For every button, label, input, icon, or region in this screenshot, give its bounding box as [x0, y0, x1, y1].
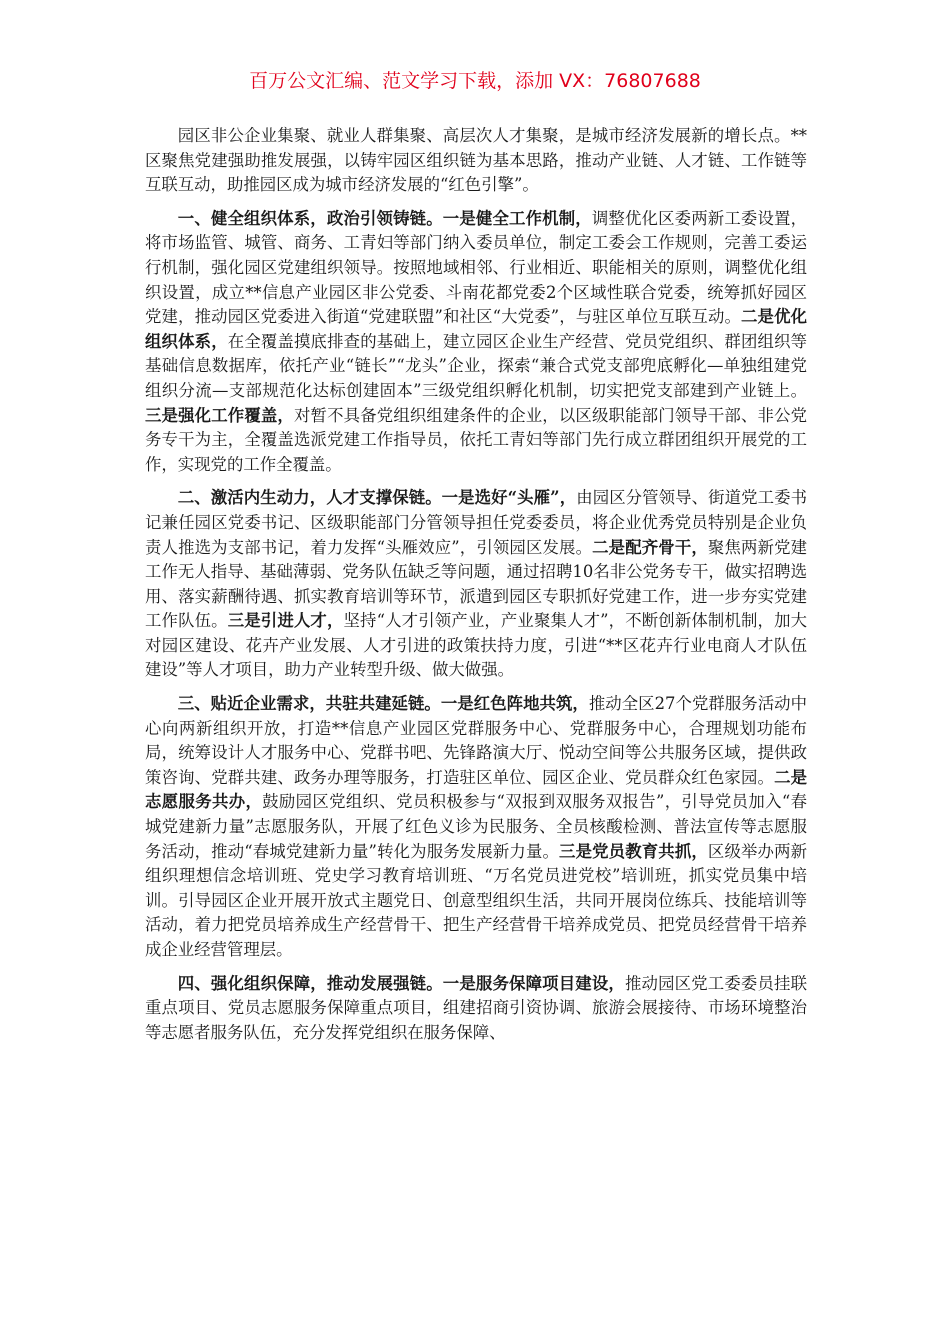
bold-heading-text: 二是志愿服务共办， [145, 767, 808, 812]
paragraph [145, 124, 807, 198]
paragraph-text: 区级举办两新组织理想信念培训班、党史学习教育培训班、“万名党员进党校”培训班，抓实党员集中培训。引导园区企业开展开放式主题党日、创意型组织生活，共同开展岗位练兵、技能培训等活动，着力把党员培养成生产经营骨干、把生产经营骨干培养成党员、把党员经营骨干培养成企业经营管理层。 [145, 841, 808, 959]
paragraph [145, 486, 807, 683]
document-body [145, 124, 807, 1054]
paragraph-text: 推动园区党工委委员挂联重点项目、党员志愿服务保障重点项目，组建招商引资协调、旅游会展接待、市场环境整治等志愿者服务队伍，充分发挥党组织在服务保障、 [145, 973, 807, 1042]
paragraph [145, 692, 807, 963]
paragraph-text: 鼓励园区党组织、党员积极参与“双报到双服务双报告”，引导党员加入“春城党建新力量”志愿服务队，开展了红色义诊为民服务、全员核酸检测、普法宣传等志愿服务活动，推动“春城党建新力量”转化为服务发展新力量。 [145, 792, 807, 861]
paragraph-text: 对暂不具备党组织组建条件的企业，以区级职能部门领导干部、非公党务专干为主，全覆盖选派党建工作指导员，依托工青妇等部门先行成立群团组织开展党的工作，实现党的工作全覆盖。 [145, 405, 808, 474]
bold-heading-text: 三是党员教育共抓， [559, 841, 708, 861]
paragraph-text: 园区非公企业集聚、就业人群集聚、高层次人才集聚，是城市经济发展新的增长点。**区聚焦党建强助推发展强，以铸牢园区组织链为基本思路，推动产业链、人才链、工作链等互联互动，助推园区成为城市经济发展的“红色引擎”。 [145, 126, 807, 195]
bold-heading-text: 二是优化组织体系， [145, 307, 808, 351]
bold-heading-text: 三是引进人才， [227, 611, 344, 631]
paragraph-text: 推动全区27个党群服务活动中心向两新组织开放，打造**信息产业园区党群服务中心、党群服务中心，合理规划功能布局，统筹设计人才服务中心、党群书吧、先锋路演大厅、悦动空间等公共服务区域，提供政策咨询、党群共建、政务办理等服务，打造驻区单位、园区企业、党员群众红色家园。 [145, 694, 808, 787]
paragraph-text: 聚焦两新党建工作无人指导、基础薄弱、党务队伍缺乏等问题，通过招聘10名非公党务专干，做实招聘选用、落实薪酬待遇、抓实教育培训等环节，派遣到园区专职抓好党建工作，进一步夯实党建工作队伍。 [145, 537, 808, 631]
paragraph-text: 调整优化区委两新工委设置，将市场监管、城管、商务、工青妇等部门纳入委员单位，制定工委会工作规则，完善工委运行机制，强化园区党建组织领导。按照地域相邻、行业相近、职能相关的原则，调整优化组织设置，成立**信息产业园区非公党委、斗南花都党委2个区域性联合党委，统筹抓好园区党建，推动园区党委进入街道“党建联盟”和社区“大党委”，与驻区单位互联互动。 [145, 208, 807, 327]
bold-heading-text: 二、激活内生动力，人才支撑保链。一是选好“头雁”， [177, 488, 577, 508]
bold-heading-text: 二是配齐骨干， [592, 537, 708, 557]
paragraph-text: 在全覆盖摸底排查的基础上，建立园区企业生产经营、党员党组织、群团组织等基础信息数据库，依托产业“链长”“龙头”企业，探索“兼合式党支部兜底孵化—单独组建党组织分流—支部规范化达标创建固本”三级党组织孵化机制，切实把党支部建到产业链上。 [145, 331, 808, 400]
bold-heading-text: 四、强化组织保障，推动发展强链。一是服务保障项目建设， [177, 973, 625, 993]
paragraph [145, 972, 807, 1046]
paragraph-text: 由园区分管领导、街道党工委书记兼任园区党委书记、区级职能部门分管领导担任党委委员，将企业优秀党员特别是企业负责人推选为支部书记，着力发挥“头雁效应”，引领园区发展。 [145, 488, 808, 557]
paragraph-text: 坚持“人才引领产业，产业聚集人才”，不断创新体制机制，加大对园区建设、花卉产业发展、人才引进的政策扶持力度，引进“**区花卉行业电商人才队伍建设”等人才项目，助力产业转型升级、做大做强。 [145, 611, 808, 680]
bold-heading-text: 三、贴近企业需求，共驻共建延链。一是红色阵地共筑， [177, 694, 589, 714]
bold-heading-text: 一、健全组织体系，政治引领铸链。一是健全工作机制， [177, 208, 592, 228]
header-ad-text: 百万公文汇编、范文学习下载，添加 VX：76807688 [249, 70, 701, 92]
paragraph [145, 207, 807, 478]
bold-heading-text: 三是强化工作覆盖， [145, 405, 294, 425]
